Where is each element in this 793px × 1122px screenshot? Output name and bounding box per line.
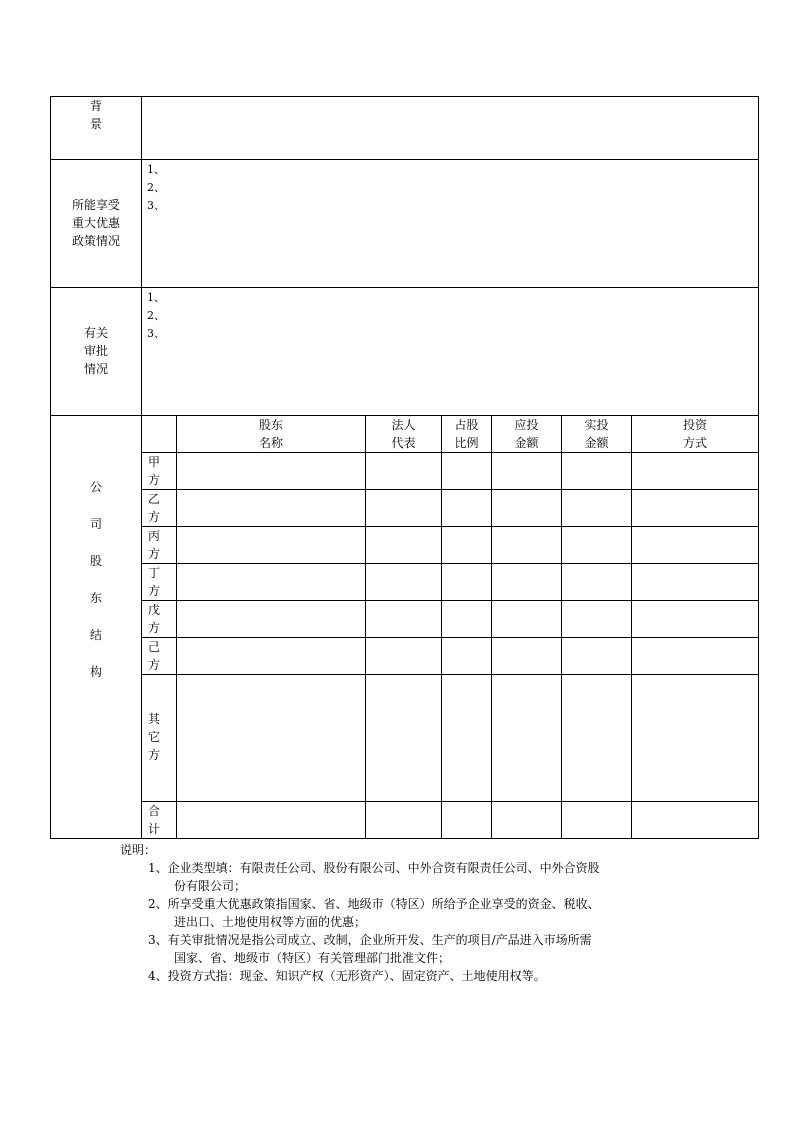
table-row-total[interactable] bbox=[177, 802, 758, 838]
shareholder-structure-label bbox=[51, 469, 141, 691]
label-char: 司 bbox=[89, 517, 102, 531]
note-item-1 bbox=[120, 859, 600, 895]
table-border-right bbox=[758, 96, 759, 839]
note-line: 进出口、土地使用权等方面的优惠； bbox=[174, 915, 367, 929]
label-line: 审批 bbox=[83, 344, 108, 358]
party-char: 方 bbox=[148, 748, 161, 762]
party-char: 乙 bbox=[148, 492, 161, 506]
note-item-2 bbox=[120, 895, 600, 931]
approval-item-3: 3、 bbox=[147, 327, 165, 340]
header-line: 金额 bbox=[584, 436, 609, 450]
label-char: 公 bbox=[89, 480, 102, 494]
row-divider bbox=[50, 159, 759, 160]
note-line: 份有限公司； bbox=[174, 879, 247, 893]
header-line: 占股 bbox=[454, 418, 479, 432]
party-label-bing bbox=[148, 527, 160, 563]
party-label-ding bbox=[148, 564, 160, 600]
table-row-bing[interactable] bbox=[177, 527, 758, 563]
policy-item-1: 1、 bbox=[147, 163, 165, 176]
table-row-yi[interactable] bbox=[177, 490, 758, 526]
note-line: 4、投资方式指：现金、知识产权（无形资产）、固定资产、土地使用权等。 bbox=[148, 969, 546, 983]
table-row-ji[interactable] bbox=[177, 638, 758, 674]
table-row-wu[interactable] bbox=[177, 601, 758, 637]
party-char: 方 bbox=[148, 621, 161, 635]
table-row-others[interactable] bbox=[177, 675, 758, 801]
party-char: 它 bbox=[148, 730, 161, 744]
policy-label bbox=[51, 196, 141, 250]
table-border-bottom bbox=[50, 838, 759, 839]
header-shareholder-name bbox=[177, 416, 365, 452]
party-label-yi bbox=[148, 490, 160, 526]
row-divider bbox=[50, 287, 759, 288]
label-char: 结 bbox=[89, 628, 102, 642]
label-line: 景 bbox=[89, 117, 102, 131]
label-char: 构 bbox=[89, 665, 102, 679]
table-row-ding[interactable] bbox=[177, 564, 758, 600]
approval-label bbox=[51, 324, 141, 378]
header-line: 实投 bbox=[584, 418, 609, 432]
table-row-jia[interactable] bbox=[177, 453, 758, 489]
header-line: 应投 bbox=[514, 418, 539, 432]
approval-item-1: 1、 bbox=[147, 291, 165, 304]
party-char: 己 bbox=[148, 640, 161, 654]
party-char: 方 bbox=[148, 658, 161, 672]
label-char: 股 bbox=[89, 554, 102, 568]
party-char: 其 bbox=[148, 712, 161, 726]
notes-section bbox=[120, 841, 600, 985]
background-label bbox=[51, 97, 141, 133]
party-char: 丁 bbox=[148, 566, 161, 580]
approval-item-2: 2、 bbox=[147, 309, 165, 322]
header-subscribed-amount bbox=[492, 416, 561, 452]
note-item-3 bbox=[120, 931, 600, 967]
label-line: 情况 bbox=[83, 362, 108, 376]
policy-item-3: 3、 bbox=[147, 199, 165, 212]
approval-field[interactable] bbox=[147, 289, 753, 413]
note-line: 1、企业类型填：有限责任公司、股份有限公司、中外合资有限责任公司、中外合资股 bbox=[148, 861, 600, 875]
header-line: 名称 bbox=[258, 436, 283, 450]
header-paid-amount bbox=[562, 416, 631, 452]
header-line: 法人 bbox=[391, 418, 416, 432]
label-line: 有关 bbox=[83, 326, 108, 340]
header-line: 投资 bbox=[682, 418, 707, 432]
label-line: 政策情况 bbox=[71, 234, 120, 248]
party-char: 丙 bbox=[148, 529, 161, 543]
header-line: 比例 bbox=[454, 436, 479, 450]
header-legal-rep bbox=[366, 416, 441, 452]
policy-field[interactable] bbox=[147, 161, 753, 285]
note-line: 国家、省、地级市（特区）有关管理部门批准文件； bbox=[174, 951, 451, 965]
header-share-ratio bbox=[442, 416, 491, 452]
note-item-4 bbox=[120, 967, 600, 985]
label-column-divider bbox=[141, 96, 142, 839]
party-char: 计 bbox=[148, 822, 161, 836]
party-label-others bbox=[148, 710, 160, 764]
header-line: 股东 bbox=[258, 418, 283, 432]
party-char: 方 bbox=[148, 510, 161, 524]
party-label-jia bbox=[148, 453, 160, 489]
party-label-wu bbox=[148, 601, 160, 637]
party-char: 方 bbox=[148, 473, 161, 487]
background-field[interactable] bbox=[142, 97, 758, 159]
party-char: 方 bbox=[148, 547, 161, 561]
label-line: 背 bbox=[89, 99, 102, 113]
header-investment-method bbox=[632, 416, 758, 452]
label-line: 所能享受 bbox=[71, 198, 120, 212]
party-char: 甲 bbox=[148, 455, 161, 469]
header-line: 金额 bbox=[514, 436, 539, 450]
header-line: 方式 bbox=[682, 436, 707, 450]
notes-title: 说明： bbox=[120, 843, 157, 857]
label-line: 重大优惠 bbox=[71, 216, 120, 230]
party-char: 戊 bbox=[148, 603, 161, 617]
party-char: 方 bbox=[148, 584, 161, 598]
party-char: 合 bbox=[148, 804, 161, 818]
note-line: 3、有关审批情况是指公司成立、改制，企业所开发、生产的项目/产品进入市场所需 bbox=[148, 933, 592, 947]
party-label-ji bbox=[148, 638, 160, 674]
note-line: 2、所享受重大优惠政策指国家、省、地级市（特区）所给予企业享受的资金、税收、 bbox=[148, 897, 600, 911]
party-label-total bbox=[148, 802, 160, 838]
label-char: 东 bbox=[89, 591, 102, 605]
policy-item-2: 2、 bbox=[147, 181, 165, 194]
header-line: 代表 bbox=[391, 436, 416, 450]
